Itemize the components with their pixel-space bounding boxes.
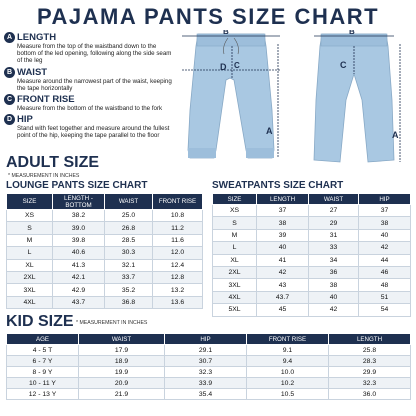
value-cell: 12.0 bbox=[153, 247, 203, 259]
column-header: LENGTH - BOTTOM bbox=[53, 194, 105, 210]
column-header: FRONT RISE bbox=[153, 194, 203, 210]
value-cell: 44 bbox=[359, 254, 411, 266]
value-cell: 38.2 bbox=[53, 210, 105, 222]
value-cell: 25.0 bbox=[105, 210, 153, 222]
table-header-row bbox=[213, 194, 411, 205]
kid-measurement-note: * MEASUREMENT IN INCHES bbox=[76, 320, 148, 326]
value-cell: 40 bbox=[309, 291, 359, 303]
value-cell: 20.9 bbox=[79, 378, 165, 389]
value-cell: 42.9 bbox=[53, 284, 105, 296]
value-cell: 12.4 bbox=[153, 259, 203, 271]
sweatpants-illustration bbox=[296, 30, 412, 170]
badge-d: D bbox=[4, 114, 15, 125]
table-row bbox=[213, 254, 411, 266]
value-cell: 32.3 bbox=[329, 378, 411, 389]
value-cell: 30.3 bbox=[105, 247, 153, 259]
table-row bbox=[7, 284, 203, 296]
value-cell: 40 bbox=[257, 242, 309, 254]
value-cell: 35.4 bbox=[165, 389, 247, 400]
sweat-chart-heading: SWEATPANTS SIZE CHART bbox=[212, 180, 344, 191]
size-cell: 4XL bbox=[213, 291, 257, 303]
sweat-label-a: A bbox=[392, 130, 399, 140]
size-cell: XS bbox=[213, 205, 257, 217]
size-cell: 2XL bbox=[7, 271, 53, 283]
value-cell: 13.2 bbox=[153, 284, 203, 296]
value-cell: 41 bbox=[257, 254, 309, 266]
table-row bbox=[213, 242, 411, 254]
column-header: AGE bbox=[7, 334, 79, 345]
column-header: WAIST bbox=[309, 194, 359, 205]
value-cell: 27 bbox=[309, 205, 359, 217]
size-cell: 5XL bbox=[213, 304, 257, 316]
table-row bbox=[7, 271, 203, 283]
lounge-size-table bbox=[6, 193, 203, 309]
column-header: LENGTH bbox=[257, 194, 309, 205]
definition-text: Measure around the narrowest part of the waist, keeping the tape horizontally bbox=[17, 77, 172, 92]
value-cell: 18.9 bbox=[79, 356, 165, 367]
size-cell: 3XL bbox=[7, 284, 53, 296]
value-cell: 30.7 bbox=[165, 356, 247, 367]
size-cell: XS bbox=[7, 210, 53, 222]
value-cell: 54 bbox=[359, 304, 411, 316]
table-row bbox=[7, 234, 203, 246]
value-cell: 46 bbox=[359, 266, 411, 278]
value-cell: 19.9 bbox=[79, 367, 165, 378]
definition-heading: HIP bbox=[17, 114, 33, 126]
value-cell: 10.5 bbox=[247, 389, 329, 400]
column-header: HIP bbox=[359, 194, 411, 205]
value-cell: 29.1 bbox=[165, 345, 247, 356]
value-cell: 32.3 bbox=[165, 367, 247, 378]
value-cell: 32.1 bbox=[105, 259, 153, 271]
column-header: SIZE bbox=[213, 194, 257, 205]
table-row bbox=[213, 205, 411, 217]
definition-heading: FRONT RISE bbox=[17, 94, 75, 106]
sweat-label-b: B bbox=[349, 30, 355, 36]
badge-a: A bbox=[4, 32, 15, 43]
table-row bbox=[7, 367, 411, 378]
value-cell: 39.0 bbox=[53, 222, 105, 234]
value-cell: 29 bbox=[309, 217, 359, 229]
value-cell: 42 bbox=[309, 304, 359, 316]
value-cell: 36.8 bbox=[105, 296, 153, 308]
value-cell: 35.2 bbox=[105, 284, 153, 296]
table-header-row bbox=[7, 334, 411, 345]
value-cell: 37 bbox=[257, 205, 309, 217]
value-cell: 41.3 bbox=[53, 259, 105, 271]
value-cell: 28.3 bbox=[329, 356, 411, 367]
definition-text: Measure from the top of the waistband down to the bottom of the led opening, following along the side seam of the leg bbox=[17, 43, 172, 65]
column-header: WAIST bbox=[105, 194, 153, 210]
definition-waist bbox=[4, 67, 174, 92]
size-cell: M bbox=[213, 229, 257, 241]
value-cell: 37 bbox=[359, 205, 411, 217]
definition-hip bbox=[4, 114, 174, 139]
size-cell: 8 - 9 Y bbox=[7, 367, 79, 378]
column-header: SIZE bbox=[7, 194, 53, 210]
value-cell: 10.8 bbox=[153, 210, 203, 222]
pants-label-b: B bbox=[223, 30, 229, 36]
size-cell: L bbox=[213, 242, 257, 254]
value-cell: 38 bbox=[309, 279, 359, 291]
value-cell: 43 bbox=[257, 279, 309, 291]
value-cell: 48 bbox=[359, 279, 411, 291]
sweat-label-c: C bbox=[340, 60, 347, 70]
value-cell: 39 bbox=[257, 229, 309, 241]
adult-size-heading: ADULT SIZE bbox=[6, 154, 100, 171]
value-cell: 45 bbox=[257, 304, 309, 316]
kid-size-table bbox=[6, 333, 411, 400]
size-cell: XL bbox=[213, 254, 257, 266]
pants-label-c: C bbox=[234, 61, 240, 70]
size-cell: 10 - 11 Y bbox=[7, 378, 79, 389]
table-row bbox=[7, 210, 203, 222]
value-cell: 33.7 bbox=[105, 271, 153, 283]
value-cell: 11.2 bbox=[153, 222, 203, 234]
column-header: FRONT RISE bbox=[247, 334, 329, 345]
value-cell: 9.1 bbox=[247, 345, 329, 356]
table-row bbox=[7, 345, 411, 356]
size-cell: 6 - 7 Y bbox=[7, 356, 79, 367]
value-cell: 10.2 bbox=[247, 378, 329, 389]
size-cell: XL bbox=[7, 259, 53, 271]
definition-text: Stand with feet together and measure around the fullest point of the hip, keeping the tape parallel to the floor bbox=[17, 125, 170, 140]
value-cell: 42.1 bbox=[53, 271, 105, 283]
table-row bbox=[7, 296, 203, 308]
value-cell: 40 bbox=[359, 229, 411, 241]
size-cell: 2XL bbox=[213, 266, 257, 278]
value-cell: 33.9 bbox=[165, 378, 247, 389]
definition-length bbox=[4, 32, 174, 65]
table-row bbox=[213, 279, 411, 291]
table-row bbox=[213, 266, 411, 278]
table-row bbox=[7, 356, 411, 367]
column-header: WAIST bbox=[79, 334, 165, 345]
pants-label-d: D bbox=[220, 62, 227, 72]
size-cell: 4 - 5 T bbox=[7, 345, 79, 356]
table-row bbox=[7, 259, 203, 271]
value-cell: 40.6 bbox=[53, 247, 105, 259]
size-cell: 4XL bbox=[7, 296, 53, 308]
value-cell: 10.0 bbox=[247, 367, 329, 378]
definition-heading: WAIST bbox=[17, 66, 48, 78]
measurement-definitions bbox=[4, 32, 174, 142]
value-cell: 42 bbox=[257, 266, 309, 278]
size-cell: L bbox=[7, 247, 53, 259]
table-row bbox=[7, 378, 411, 389]
table-row bbox=[7, 389, 411, 400]
adult-measurement-note: * MEASUREMENT IN INCHES bbox=[8, 173, 80, 179]
definition-front-rise bbox=[4, 94, 174, 112]
value-cell: 9.4 bbox=[247, 356, 329, 367]
value-cell: 34 bbox=[309, 254, 359, 266]
table-row bbox=[213, 304, 411, 316]
value-cell: 21.9 bbox=[79, 389, 165, 400]
value-cell: 13.6 bbox=[153, 296, 203, 308]
column-header: HIP bbox=[165, 334, 247, 345]
size-cell: S bbox=[7, 222, 53, 234]
size-cell: M bbox=[7, 234, 53, 246]
value-cell: 11.6 bbox=[153, 234, 203, 246]
size-cell: 12 - 13 Y bbox=[7, 389, 79, 400]
badge-c: C bbox=[4, 94, 15, 105]
value-cell: 51 bbox=[359, 291, 411, 303]
value-cell: 33 bbox=[309, 242, 359, 254]
kid-size-heading: KID SIZE bbox=[6, 313, 74, 330]
value-cell: 38 bbox=[257, 217, 309, 229]
value-cell: 26.8 bbox=[105, 222, 153, 234]
value-cell: 43.7 bbox=[53, 296, 105, 308]
value-cell: 25.8 bbox=[329, 345, 411, 356]
value-cell: 12.8 bbox=[153, 271, 203, 283]
value-cell: 31 bbox=[309, 229, 359, 241]
table-row bbox=[213, 291, 411, 303]
value-cell: 38 bbox=[359, 217, 411, 229]
value-cell: 29.9 bbox=[329, 367, 411, 378]
pants-label-a: A bbox=[266, 126, 273, 136]
page-title: PAJAMA PANTS SIZE CHART bbox=[36, 4, 380, 29]
value-cell: 36.0 bbox=[329, 389, 411, 400]
table-row bbox=[213, 229, 411, 241]
value-cell: 39.8 bbox=[53, 234, 105, 246]
value-cell: 43.7 bbox=[257, 291, 309, 303]
size-cell: S bbox=[213, 217, 257, 229]
badge-b: B bbox=[4, 67, 15, 78]
value-cell: 28.5 bbox=[105, 234, 153, 246]
definition-text: Measure from the bottom of the waistband to the fork bbox=[17, 105, 163, 113]
value-cell: 36 bbox=[309, 266, 359, 278]
table-row bbox=[7, 222, 203, 234]
table-row bbox=[7, 247, 203, 259]
column-header: LENGTH bbox=[329, 334, 411, 345]
lounge-chart-heading: LOUNGE PANTS SIZE CHART bbox=[6, 180, 148, 191]
size-cell: 3XL bbox=[213, 279, 257, 291]
lounge-pants-illustration bbox=[176, 30, 286, 166]
definition-heading: LENGTH bbox=[17, 32, 57, 43]
value-cell: 17.9 bbox=[79, 345, 165, 356]
value-cell: 42 bbox=[359, 242, 411, 254]
table-header-row bbox=[7, 194, 203, 210]
table-row bbox=[213, 217, 411, 229]
sweat-size-table bbox=[212, 193, 411, 317]
